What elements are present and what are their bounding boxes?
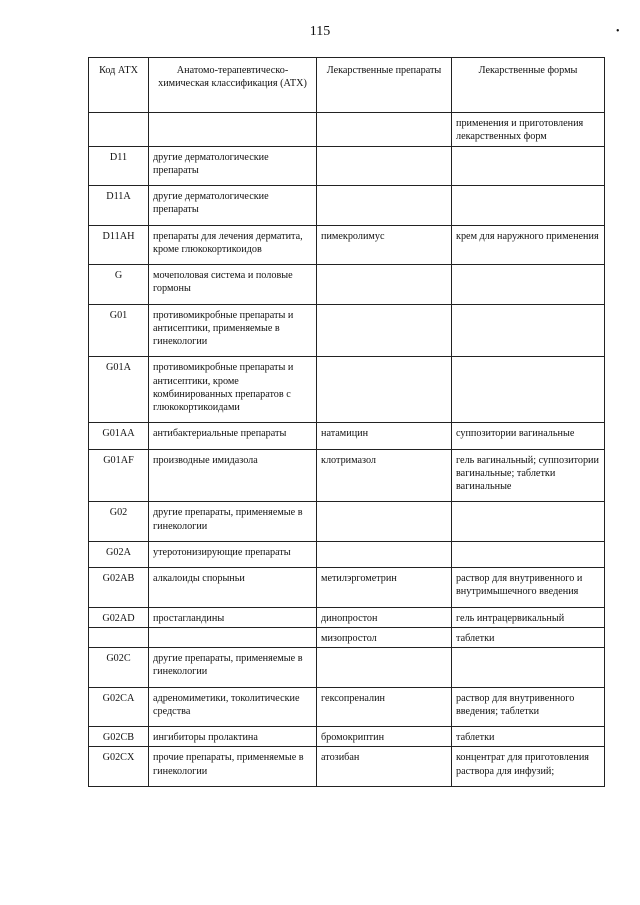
table-row (89, 541, 605, 567)
cell-classification (149, 627, 317, 647)
table-header (89, 58, 605, 113)
cell-form: раствор для внутривенного и внутримышечного введения (452, 568, 605, 608)
table-row (89, 648, 605, 688)
cell-form: применения и приготовления лекарственных форм (452, 113, 605, 147)
cell-form: гель интрацервикальный (452, 607, 605, 627)
cell-form (452, 541, 605, 567)
cell-code: G02CA (89, 687, 149, 727)
cell-form: раствор для внутривенного введения; таблетки (452, 687, 605, 727)
cell-code (89, 627, 149, 647)
table-row (89, 113, 605, 147)
table-row (89, 423, 605, 449)
cell-form: суппозитории вагинальные (452, 423, 605, 449)
cell-classification: препараты для лечения дерматита, кроме глюкокортикоидов (149, 225, 317, 265)
cell-code: G (89, 265, 149, 305)
cell-drug: пимекролимус (317, 225, 452, 265)
cell-code: G01AF (89, 449, 149, 502)
cell-drug (317, 541, 452, 567)
header-code: Код АТХ (89, 58, 149, 113)
header-forms: Лекарственные формы (452, 58, 605, 113)
cell-form (452, 146, 605, 186)
cell-form: крем для наружного применения (452, 225, 605, 265)
cell-code: G02CX (89, 747, 149, 787)
table-body (89, 113, 605, 787)
cell-classification: противомикробные препараты и антисептики, применяемые в гинекологии (149, 304, 317, 357)
table-row (89, 568, 605, 608)
table-row (89, 607, 605, 627)
cell-form (452, 357, 605, 423)
cell-drug (317, 186, 452, 226)
cell-code: G01AA (89, 423, 149, 449)
page-number: 115 (309, 24, 331, 39)
cell-form (452, 186, 605, 226)
cell-drug: натамицин (317, 423, 452, 449)
cell-classification: алкалоиды спорыньи (149, 568, 317, 608)
table-row (89, 687, 605, 727)
cell-drug (317, 648, 452, 688)
cell-drug: бромокриптин (317, 727, 452, 747)
cell-classification: другие препараты, применяемые в гинекологии (149, 502, 317, 542)
cell-classification: утеротонизирующие препараты (149, 541, 317, 567)
cell-classification (149, 113, 317, 147)
cell-classification: адреномиметики, токолитические средства (149, 687, 317, 727)
cell-classification: прочие препараты, применяемые в гинекологии (149, 747, 317, 787)
header-drugs: Лекарственные препараты (317, 58, 452, 113)
cell-classification: другие препараты, применяемые в гинекологии (149, 648, 317, 688)
cell-classification: противомикробные препараты и антисептики, кроме комбинированных препаратов с глюкокортикоидами (149, 357, 317, 423)
table-row (89, 747, 605, 787)
cell-form: таблетки (452, 627, 605, 647)
table-row (89, 449, 605, 502)
cell-code: G02CB (89, 727, 149, 747)
table-row (89, 146, 605, 186)
cell-drug (317, 146, 452, 186)
cell-drug: клотримазол (317, 449, 452, 502)
cell-classification: простагландины (149, 607, 317, 627)
corner-mark: • (616, 26, 620, 37)
cell-code: G02C (89, 648, 149, 688)
cell-code: G02AB (89, 568, 149, 608)
cell-classification: производные имидазола (149, 449, 317, 502)
table-row (89, 265, 605, 305)
cell-form: таблетки (452, 727, 605, 747)
cell-classification: мочеполовая система и половые гормоны (149, 265, 317, 305)
table-row (89, 186, 605, 226)
cell-code (89, 113, 149, 147)
cell-drug: гексопреналин (317, 687, 452, 727)
cell-classification: антибактериальные препараты (149, 423, 317, 449)
cell-form (452, 265, 605, 305)
cell-classification: другие дерматологические препараты (149, 146, 317, 186)
table-row (89, 502, 605, 542)
table-row (89, 357, 605, 423)
cell-code: D11 (89, 146, 149, 186)
cell-code: G02AD (89, 607, 149, 627)
cell-drug (317, 502, 452, 542)
table-row (89, 225, 605, 265)
cell-drug (317, 113, 452, 147)
cell-form (452, 648, 605, 688)
cell-drug: атозибан (317, 747, 452, 787)
cell-code: G02 (89, 502, 149, 542)
table-row (89, 627, 605, 647)
cell-code: D11A (89, 186, 149, 226)
cell-drug (317, 304, 452, 357)
cell-code: G02A (89, 541, 149, 567)
table-row (89, 727, 605, 747)
cell-form (452, 502, 605, 542)
cell-drug (317, 265, 452, 305)
cell-form: концентрат для приготовления раствора для инфузий; (452, 747, 605, 787)
header-classification: Анатомо-терапевтическо-химическая классификация (АТХ) (149, 58, 317, 113)
cell-classification: другие дерматологические препараты (149, 186, 317, 226)
cell-code: D11AH (89, 225, 149, 265)
cell-drug: динопростон (317, 607, 452, 627)
cell-classification: ингибиторы пролактина (149, 727, 317, 747)
table-row (89, 304, 605, 357)
cell-form (452, 304, 605, 357)
cell-code: G01 (89, 304, 149, 357)
cell-drug (317, 357, 452, 423)
cell-code: G01A (89, 357, 149, 423)
cell-form: гель вагинальный; суппозитории вагинальные; таблетки вагинальные (452, 449, 605, 502)
cell-drug: мизопростол (317, 627, 452, 647)
cell-drug: метилэргометрин (317, 568, 452, 608)
atx-classification-table (88, 57, 605, 787)
